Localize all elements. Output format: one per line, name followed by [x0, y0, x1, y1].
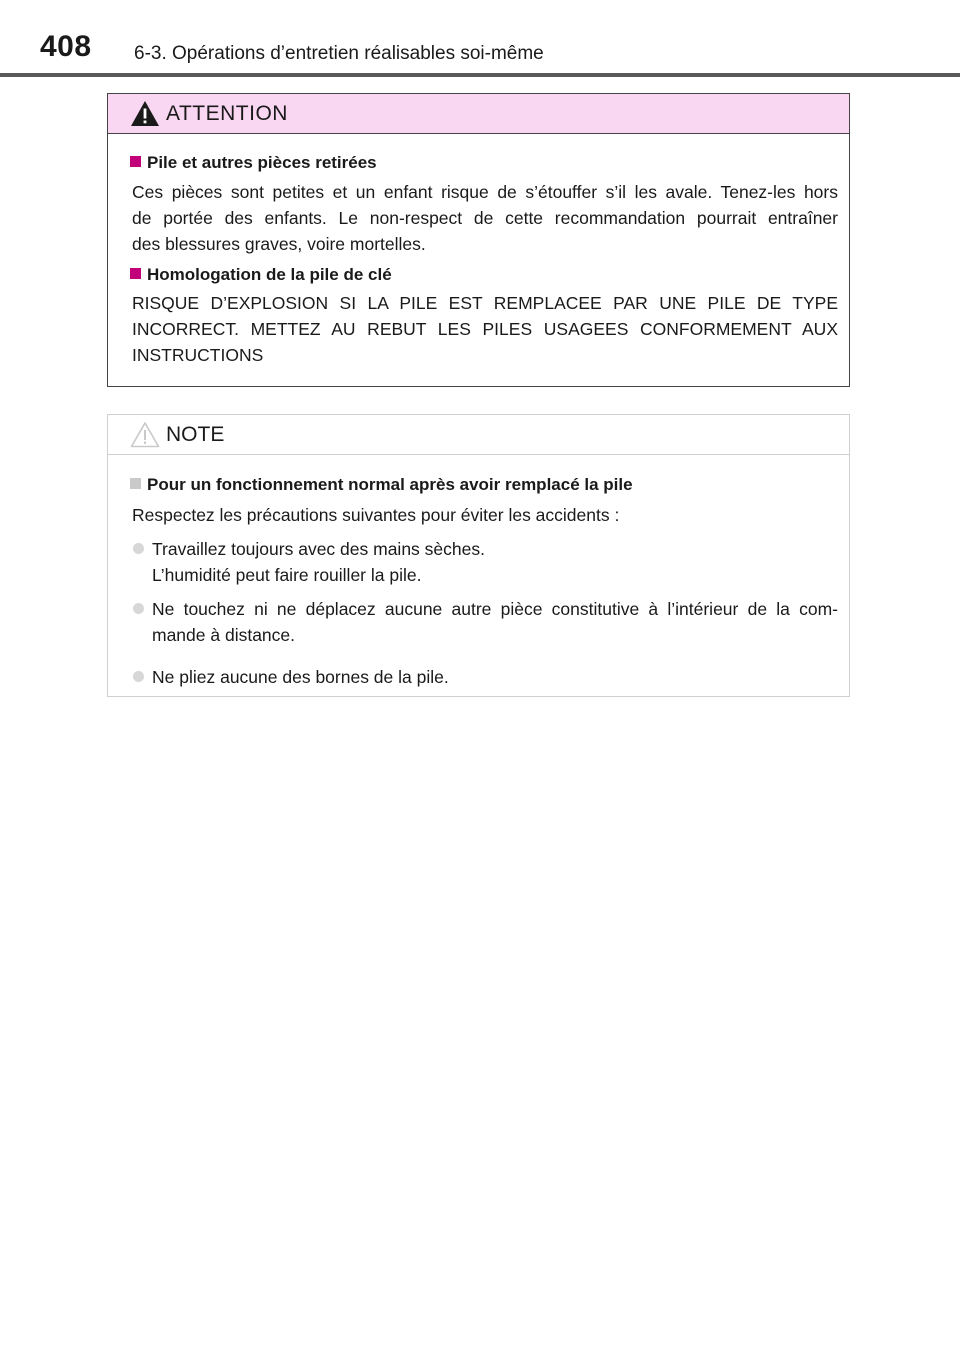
text-line: mande à distance.	[152, 625, 296, 645]
note-item-title-text: Pour un fonctionnement normal après avoir remplacé la pile	[147, 475, 633, 494]
warning-outline-icon	[130, 421, 160, 448]
text-line: Ne touchez ni ne déplacez aucune autre pièce constitutive à l’intérieur de la com-	[152, 599, 838, 619]
square-bullet-icon	[130, 268, 141, 279]
attention-item-text	[132, 179, 838, 257]
text-line: de portée des enfants. Le non-respect de cette recommandation pourrait entraîner	[132, 208, 838, 228]
text-line: L’humidité peut faire rouiller la pile.	[152, 565, 422, 585]
note-bullet-text	[152, 536, 838, 588]
note-intro	[132, 502, 838, 528]
attention-box	[107, 93, 850, 387]
square-bullet-icon	[130, 156, 141, 167]
attention-item-text	[132, 290, 838, 368]
text-line: Ces pièces sont petites et un enfant risque de s’étouffer s’il les avale. Tenez-les hors	[132, 182, 838, 202]
text-line: Respectez les précautions suivantes pour éviter les accidents :	[132, 505, 620, 525]
text-line: RISQUE D’EXPLOSION SI LA PILE EST REMPLACEE PAR UNE PILE DE TYPE	[132, 293, 838, 313]
note-bullet-text	[152, 596, 838, 648]
note-box	[107, 414, 850, 697]
note-item-title	[130, 474, 633, 496]
attention-item-title	[130, 152, 377, 174]
attention-header	[108, 94, 849, 134]
attention-item-title-text: Homologation de la pile de clé	[147, 265, 392, 284]
text-line: INCORRECT. METTEZ AU REBUT LES PILES USAGEES CONFORMEMENT AUX	[132, 319, 838, 339]
section-title: 6-3. Opérations d’entretien réalisables soi-même	[134, 43, 544, 64]
text-line: Ne pliez aucune des bornes de la pile.	[152, 667, 449, 687]
square-bullet-icon	[130, 478, 141, 489]
attention-item-title-text: Pile et autres pièces retirées	[147, 153, 377, 172]
text-line: des blessures graves, voire mortelles.	[132, 234, 426, 254]
note-header	[108, 415, 849, 455]
circle-bullet-icon	[133, 543, 144, 554]
attention-item-title	[130, 264, 392, 286]
circle-bullet-icon	[133, 671, 144, 682]
page-number: 408	[40, 30, 92, 63]
note-label: NOTE	[166, 423, 225, 446]
note-bullet-text	[152, 664, 838, 690]
text-line: INSTRUCTIONS	[132, 345, 264, 365]
page-header	[0, 0, 960, 80]
header-rule	[0, 73, 960, 77]
warning-filled-icon	[130, 100, 160, 127]
attention-label: ATTENTION	[166, 102, 288, 125]
text-line: Travaillez toujours avec des mains sèches.	[152, 539, 485, 559]
circle-bullet-icon	[133, 603, 144, 614]
